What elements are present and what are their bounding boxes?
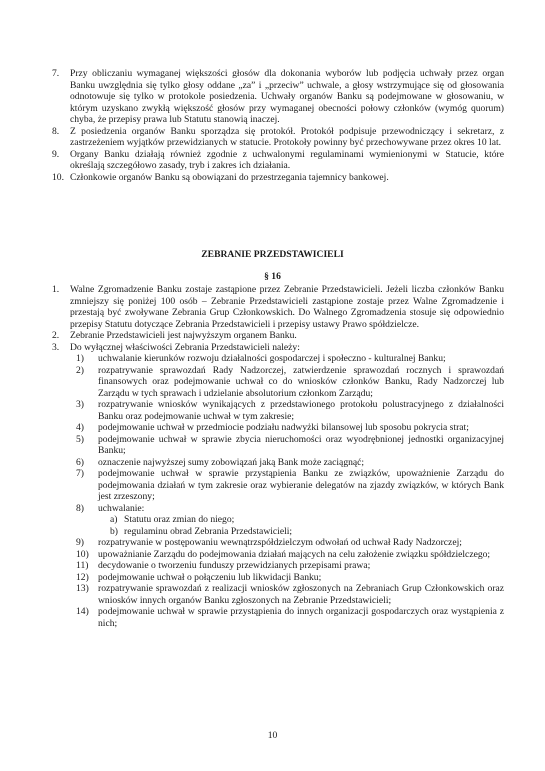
- item-number: 9): [76, 537, 84, 548]
- item-text: Członkowie organów Banku są obowiązani do przestrzegania tajemnicy bankowej.: [70, 171, 389, 183]
- item-number: 5): [76, 433, 84, 445]
- sub-list-item: [52, 537, 504, 549]
- item-text: Statutu oraz zmian do niego;: [124, 514, 235, 525]
- section-title: ZEBRANIE PRZEDSTAWICIELI: [201, 249, 344, 260]
- item-text: Z posiedzenia organów Banku sporządza się protokół. Protokół podpisuje przewodniczący i sekretarz, z zastrzeżeniem wyjątków przewidzianych w statucie. Protokoły powinny być przechowywane przez okres 10 lat.: [70, 125, 504, 148]
- sub-list-item: [52, 560, 504, 572]
- list-item: [52, 330, 504, 342]
- item-text: podejmowanie uchwał w sprawie przystąpienia do innych organizacji gospodarczych oraz wystąpienia z nich;: [98, 606, 504, 629]
- item-text: decydowanie o tworzeniu funduszy przewidzianych przepisami prawa;: [98, 560, 371, 571]
- sub-list-item: [52, 503, 504, 515]
- sub-list-item: [52, 353, 504, 365]
- list-item: [52, 342, 504, 354]
- sub-list-item: [52, 422, 504, 434]
- sub-list-item: [52, 365, 504, 400]
- item-number: 4): [76, 422, 84, 433]
- item-text: podejmowanie uchwał o połączeniu lub likwidacji Banku;: [98, 571, 322, 583]
- item-number: 7): [76, 468, 84, 479]
- page-number: 10: [267, 730, 278, 741]
- item-text: Organy Banku działają również zgodnie z uchwalonymi regulaminami wymienionymi w Statucie, które określają szczegółowo zasady, tryb i zakres ich działania.: [70, 148, 504, 171]
- item-number: 6): [76, 456, 84, 468]
- item-text: rozpatrywanie sprawozdań z realizacji wniosków zgłoszonych na Zebraniach Grup Członkowskich oraz wniosków innych organów Banku zgłoszonych na Zebranie Przedstawicieli;: [98, 583, 504, 606]
- item-letter: b): [110, 525, 118, 537]
- paragraph-mark: § 16: [264, 271, 281, 282]
- list-item: [52, 284, 504, 330]
- item-text: Walne Zgromadzenie Banku zostaje zastąpione przez Zebranie Przedstawicieli. Jeżeli liczba członków Banku zmniejszy się poniżej 100 osób – Zebranie Przedstawicieli zastąpione zostaje przez Walne Zgromadzenie i przestają być zwoływane Zebrania Grup Członkowskich. Do Walnego Zgromadzenia stosuje się odpowiednio przepisy Statutu dotyczące Zebrania Przedstawicieli i przepisy ustawy Prawo spółdzielcze.: [70, 284, 504, 330]
- sub-list-item: [52, 549, 504, 561]
- item-text: Do wyłącznej właściwości Zebrania Przedstawicieli należy:: [70, 341, 300, 353]
- sub-list-item: [52, 572, 504, 584]
- item-text: podejmowanie uchwał w sprawie zbycia nieruchomości oraz wyodrębnionej jednostki organizacyjnej Banku;: [98, 433, 504, 456]
- item-number: 12): [76, 571, 89, 583]
- sub-list-item: [52, 468, 504, 503]
- sub-list-item: [52, 399, 504, 422]
- item-number: 9.: [52, 148, 60, 160]
- item-number: 11): [76, 560, 89, 571]
- sub-list-item: [52, 434, 504, 457]
- item-text: uchwalanie kierunków rozwoju działalności gospodarczej i społeczno - kulturalnej Banku;: [98, 353, 446, 364]
- item-number: 3): [76, 399, 84, 410]
- item-number: 3.: [52, 341, 60, 353]
- item-number: 1): [76, 353, 84, 364]
- item-number: 1.: [52, 284, 60, 295]
- item-number: 8): [76, 502, 84, 514]
- item-text: upoważnianie Zarządu do podejmowania działań mających na celu założenie związku spółdzielczego;: [98, 548, 491, 560]
- item-number: 2): [76, 364, 84, 376]
- item-number: 7.: [52, 68, 60, 79]
- item-text: podejmowanie uchwał w sprawie przystąpienia Banku ze związków, upoważnienie Zarządu do podejmowania działań w tym zakresie oraz wybieranie delegatów na zjazdy związków, w których Bank jest zrzeszony;: [98, 468, 504, 502]
- subsub-list-item: [52, 514, 504, 526]
- item-text: rozpatrywanie sprawozdań Rady Nadzorczej, zatwierdzenie sprawozdań rocznych i sprawozdań finansowych oraz podejmowanie uchwał co do wniosków członków Banku, Rady Nadzorczej lub Zarządu w tych sprawach i udzielanie absolutorium członkom Zarządu;: [98, 364, 504, 399]
- item-number: 14): [76, 606, 89, 617]
- list-item: [52, 126, 504, 149]
- item-text: Zebranie Przedstawicieli jest najwyższym organem Banku.: [70, 330, 297, 341]
- list-item: [52, 68, 504, 126]
- item-number: 8.: [52, 125, 60, 137]
- item-number: 10): [76, 548, 89, 560]
- item-number: 2.: [52, 330, 60, 341]
- item-text: regulaminu obrad Zebrania Przedstawicieli;: [124, 525, 293, 537]
- sub-list-item: [52, 457, 504, 469]
- top-list: [52, 68, 504, 183]
- list-item: [52, 149, 504, 172]
- item-text: oznaczenie najwyższej sumy zobowiązań jaką Bank może zaciągnąć;: [98, 456, 365, 468]
- item-text: podejmowanie uchwał w przedmiocie podziału nadwyżki bilansowej lub sposobu pokrycia strat;: [98, 422, 469, 433]
- list-item: [52, 172, 504, 184]
- subsub-list-item: [52, 526, 504, 538]
- item-text: uchwalanie:: [98, 502, 145, 514]
- item-text: Przy obliczaniu wymaganej większości głosów dla dokonania wyborów lub podjęcia uchwały przez organ Banku uwzględnia się tylko głosy oddane „za” i „przeciw” uchwale, a głosy wstrzymujące się od głosowania odnotowuje się tylko w protokole posiedzenia. Uchwały organów Banku są podejmowane w głosowaniu, w którym uzyskano zwykłą większość głosów przy wymaganej obecności połowy członków (wymóg quorum) chyba, że przepisy prawa lub Statutu stanowią inaczej.: [70, 68, 504, 125]
- sub-list-item: [52, 606, 504, 629]
- item-number: 13): [76, 583, 89, 594]
- item-number: 10.: [52, 171, 64, 183]
- item-text: rozpatrywanie w postępowaniu wewnątrzspółdzielczym odwołań od uchwał Rady Nadzorczej;: [98, 537, 462, 548]
- sub-list-item: [52, 583, 504, 606]
- main-list: [52, 284, 504, 629]
- item-text: rozpatrywanie wniosków wynikających z przedstawionego protokołu polustracyjnego z działalności Banku oraz podejmowanie uchwał w tym zakresie;: [98, 399, 504, 422]
- item-letter: a): [110, 514, 118, 525]
